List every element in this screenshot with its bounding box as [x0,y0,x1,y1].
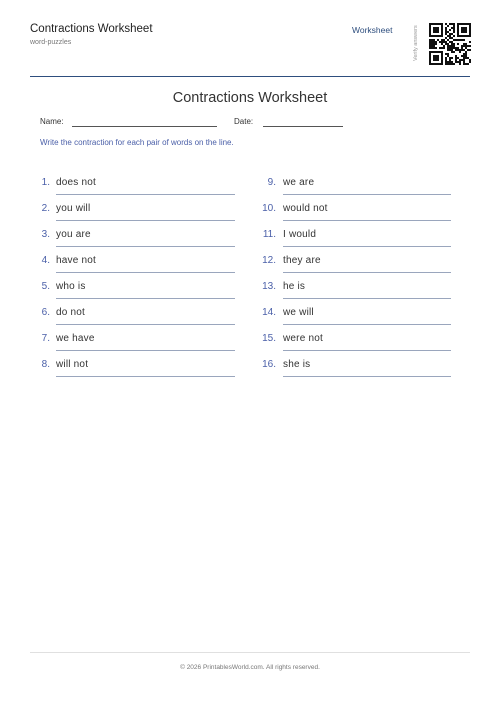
list-item [34,229,235,249]
item-words: I would [283,229,317,240]
answer-line[interactable] [56,220,235,221]
item-number: 11. [262,229,276,240]
list-item [260,203,451,223]
list-item [34,203,235,223]
answer-line[interactable] [283,376,451,377]
header-title: Contractions Worksheet [30,23,153,35]
answer-line[interactable] [283,324,451,325]
list-item [34,281,235,301]
item-number: 14. [262,307,276,318]
list-item [34,177,235,197]
instructions: Write the contraction for each pair of words on the line. [40,138,234,147]
item-number: 16. [262,359,276,370]
answer-line[interactable] [283,350,451,351]
answer-line[interactable] [56,298,235,299]
answer-line[interactable] [283,220,451,221]
list-item [34,255,235,275]
answer-line[interactable] [283,194,451,195]
list-item [260,359,451,379]
answer-line[interactable] [56,324,235,325]
item-words: will not [56,359,89,370]
date-field[interactable] [263,126,343,127]
footer-divider [30,652,470,653]
item-words: who is [56,281,86,292]
item-words: does not [56,177,96,188]
footer-copyright: © 2026 PrintablesWorld.com. All rights reserved. [180,664,320,671]
name-field[interactable] [72,126,217,127]
header-subtitle: word-puzzles [30,39,72,46]
item-words: we have [56,333,95,344]
list-item [260,255,451,275]
list-item [260,307,451,327]
worksheet-link[interactable]: Worksheet [352,25,393,35]
item-number: 5. [41,281,50,292]
qr-code-icon[interactable] [428,17,472,71]
list-item [260,281,451,301]
list-item [260,333,451,353]
item-words: were not [283,333,323,344]
item-words: you are [56,229,91,240]
list-item [34,307,235,327]
answer-line[interactable] [56,194,235,195]
item-number: 9. [267,177,276,188]
answer-line[interactable] [56,272,235,273]
item-words: do not [56,307,86,318]
item-number: 1. [41,177,50,188]
item-words: we will [283,307,314,318]
name-label: Name: [40,117,64,126]
answer-line[interactable] [56,376,235,377]
item-number: 4. [41,255,50,266]
answer-line[interactable] [56,246,235,247]
item-number: 3. [41,229,50,240]
item-number: 8. [41,359,50,370]
item-words: you will [56,203,91,214]
list-item [260,177,451,197]
answer-line[interactable] [283,298,451,299]
item-number: 12. [262,255,276,266]
page-title: Contractions Worksheet [172,90,328,106]
item-number: 6. [41,307,50,318]
answer-line[interactable] [283,272,451,273]
item-number: 7. [41,333,50,344]
item-number: 15. [262,333,276,344]
item-number: 2. [41,203,50,214]
item-words: have not [56,255,96,266]
item-number: 13. [262,281,276,292]
item-words: would not [283,203,328,214]
item-words: he is [283,281,306,292]
list-item [34,333,235,353]
item-number: 10. [262,203,276,214]
item-words: they are [283,255,321,266]
header-divider [30,76,470,77]
answer-line[interactable] [283,246,451,247]
item-words: she is [283,359,311,370]
item-words: we are [283,177,315,188]
date-label: Date: [234,117,254,126]
answer-line[interactable] [56,350,235,351]
list-item [34,359,235,379]
list-item [260,229,451,249]
verify-answers-label: Verify answers [413,25,419,61]
